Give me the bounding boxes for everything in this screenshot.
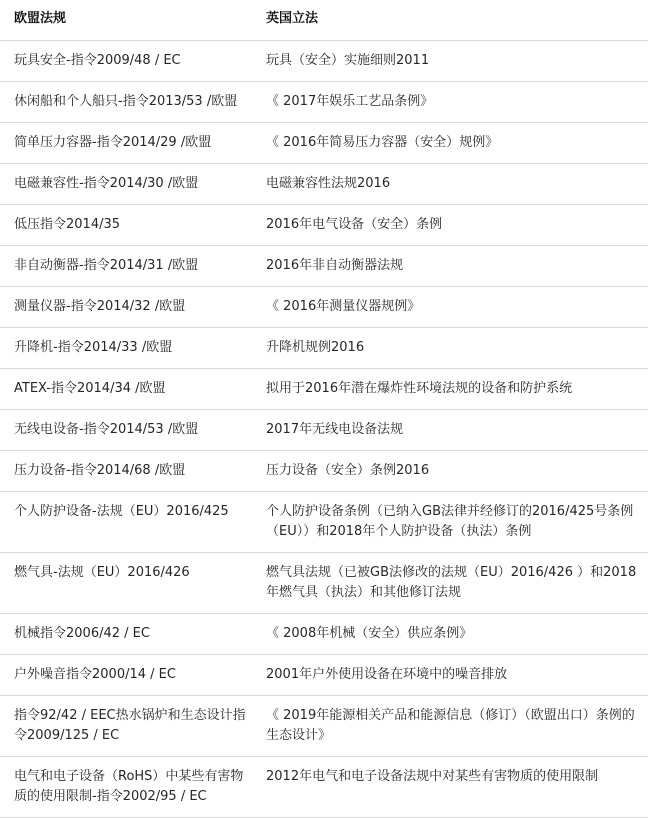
table-body xyxy=(0,41,648,818)
cell-eu-regulation: 升降机-指令2014/33 /欧盟 xyxy=(0,328,252,369)
table-row xyxy=(0,41,648,82)
table-row xyxy=(0,451,648,492)
cell-eu-regulation: 电气和电子设备（RoHS）中某些有害物质的使用限制-指令2002/95 / EC xyxy=(0,757,252,818)
header-uk-legislation: 英国立法 xyxy=(252,0,648,41)
cell-eu-regulation: 户外噪音指令2000/14 / EC xyxy=(0,655,252,696)
table-row xyxy=(0,246,648,287)
cell-eu-regulation: ATEX-指令2014/34 /欧盟 xyxy=(0,369,252,410)
cell-uk-legislation: 《 2017年娱乐工艺品条例》 xyxy=(252,82,648,123)
cell-uk-legislation: 《 2019年能源相关产品和能源信息（修订）（欧盟出口）条例的生态设计》 xyxy=(252,696,648,757)
table-row xyxy=(0,328,648,369)
cell-uk-legislation: 2012年电气和电子设备法规中对某些有害物质的使用限制 xyxy=(252,757,648,818)
table-row xyxy=(0,410,648,451)
table-row xyxy=(0,696,648,757)
cell-uk-legislation: 《 2008年机械（安全）供应条例》 xyxy=(252,614,648,655)
table-header-row xyxy=(0,0,648,41)
cell-uk-legislation: 电磁兼容性法规2016 xyxy=(252,164,648,205)
cell-eu-regulation: 无线电设备-指令2014/53 /欧盟 xyxy=(0,410,252,451)
cell-eu-regulation: 测量仪器-指令2014/32 /欧盟 xyxy=(0,287,252,328)
cell-uk-legislation: 2016年电气设备（安全）条例 xyxy=(252,205,648,246)
cell-eu-regulation: 简单压力容器-指令2014/29 /欧盟 xyxy=(0,123,252,164)
table-row xyxy=(0,205,648,246)
cell-uk-legislation: 2001年户外使用设备在环境中的噪音排放 xyxy=(252,655,648,696)
table-row xyxy=(0,757,648,818)
cell-uk-legislation: 《 2016年测量仪器规例》 xyxy=(252,287,648,328)
cell-uk-legislation: 2017年无线电设备法规 xyxy=(252,410,648,451)
table-row xyxy=(0,164,648,205)
cell-uk-legislation: 个人防护设备条例（已纳入GB法律并经修订的2016/425号条例（EU））和2018年个人防护设备（执法）条例 xyxy=(252,492,648,553)
cell-eu-regulation: 机械指令2006/42 / EC xyxy=(0,614,252,655)
table-row xyxy=(0,614,648,655)
cell-uk-legislation: 玩具（安全）实施细则2011 xyxy=(252,41,648,82)
cell-eu-regulation: 休闲船和个人船只-指令2013/53 /欧盟 xyxy=(0,82,252,123)
cell-eu-regulation: 低压指令2014/35 xyxy=(0,205,252,246)
cell-eu-regulation: 个人防护设备-法规（EU）2016/425 xyxy=(0,492,252,553)
table-row xyxy=(0,369,648,410)
cell-uk-legislation: 燃气具法规（已被GB法修改的法规（EU）2016/426 ）和2018年燃气具（执法）和其他修订法规 xyxy=(252,553,648,614)
cell-uk-legislation: 升降机规例2016 xyxy=(252,328,648,369)
cell-eu-regulation: 电磁兼容性-指令2014/30 /欧盟 xyxy=(0,164,252,205)
cell-eu-regulation: 压力设备-指令2014/68 /欧盟 xyxy=(0,451,252,492)
table-row xyxy=(0,123,648,164)
cell-eu-regulation: 燃气具-法规（EU）2016/426 xyxy=(0,553,252,614)
cell-eu-regulation: 非自动衡器-指令2014/31 /欧盟 xyxy=(0,246,252,287)
table-row xyxy=(0,655,648,696)
table-row xyxy=(0,553,648,614)
table-row xyxy=(0,82,648,123)
cell-uk-legislation: 2016年非自动衡器法规 xyxy=(252,246,648,287)
table-row xyxy=(0,287,648,328)
cell-uk-legislation: 压力设备（安全）条例2016 xyxy=(252,451,648,492)
cell-eu-regulation: 指令92/42 / EEC热水锅炉和生态设计指令2009/125 / EC xyxy=(0,696,252,757)
cell-eu-regulation: 玩具安全-指令2009/48 / EC xyxy=(0,41,252,82)
header-eu-regulation: 欧盟法规 xyxy=(0,0,252,41)
cell-uk-legislation: 拟用于2016年潜在爆炸性环境法规的设备和防护系统 xyxy=(252,369,648,410)
table-row xyxy=(0,492,648,553)
cell-uk-legislation: 《 2016年简易压力容器（安全）规例》 xyxy=(252,123,648,164)
